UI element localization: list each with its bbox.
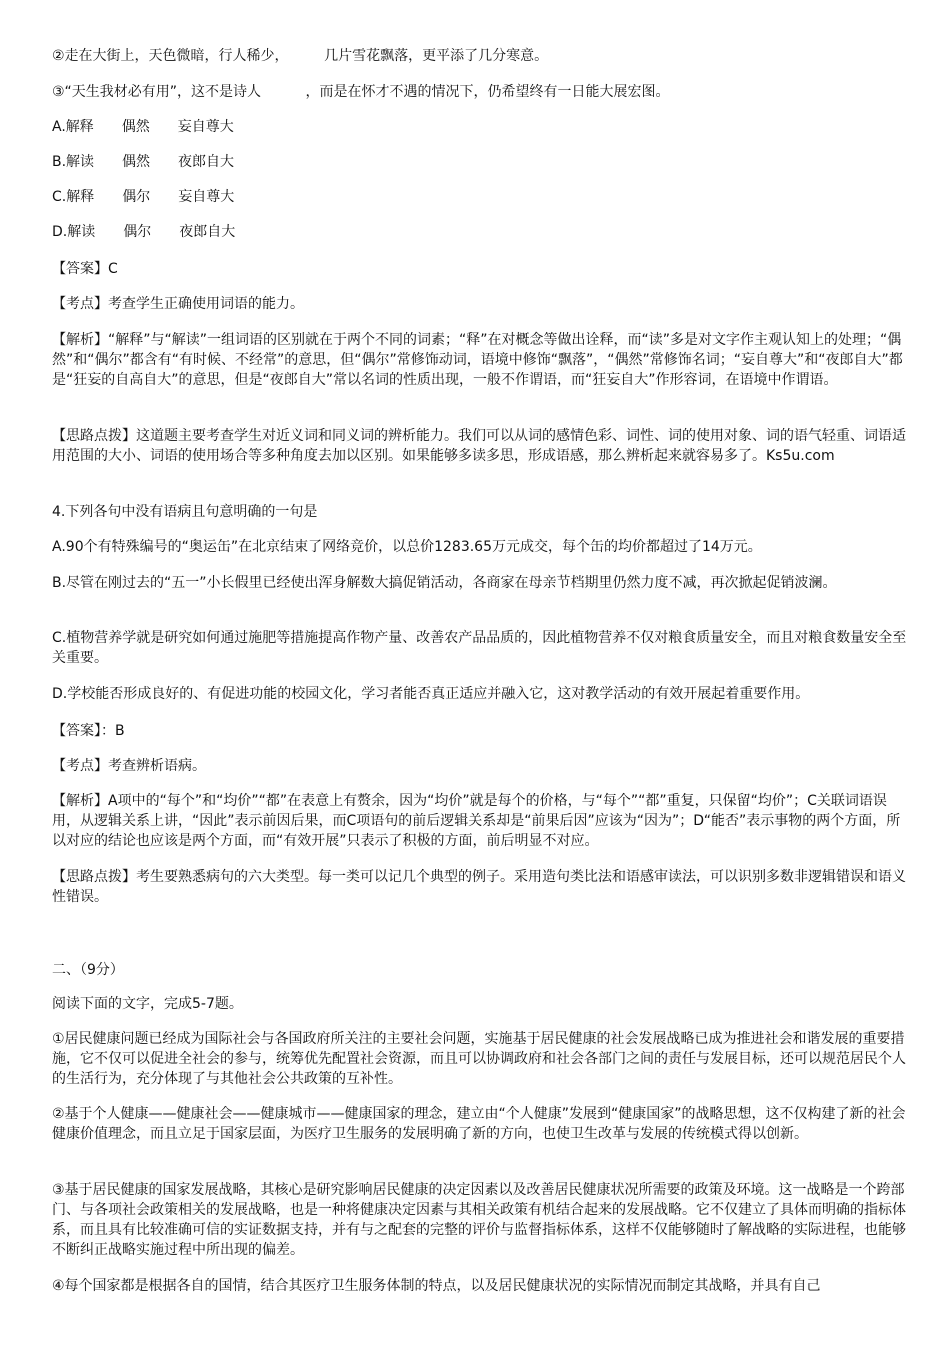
- q3-option-c: C.解释 偶尔 妄自尊大: [52, 189, 235, 205]
- q4-answer: 【答案】：B: [52, 723, 125, 739]
- q3-kaodian: 【考点】考查学生正确使用词语的能力。: [52, 296, 304, 312]
- q4-option-a: A.90个有特殊编号的“奥运缶”在北京结束了网络竞价，以总价1283.65万元成交，每个缶的均价都超过了14万元。: [52, 539, 762, 555]
- q3-sentence-3: ③“天生我材必有用”，这不是诗人 ，而是在怀才不遇的情况下，仍希望终有一日能大展宏图。: [52, 84, 670, 100]
- q3-option-a: A.解释 偶然 妄自尊大: [52, 119, 234, 135]
- q4-jiexi: 【解析】A项中的“每个”和“均价”“都”在表意上有赘余，因为“均价”就是每个的价格，与“每个”“都”重复，只保留“均价”；C关联词语误用，从逻辑关系上讲，“因此”表示前因后果，而C项语句的前后逻辑关系却是“前果后因”应该为“因为”；D“能否”表示事物的两个方面，所以对应的结论也应该是两个方面，而“有效开展”只表示了积极的方面，前后明显不对应。: [52, 793, 901, 849]
- q3-option-d: D.解读 偶尔 夜郎自大: [52, 224, 236, 240]
- q3-sentence-2: ②走在大街上，天色微暗，行人稀少， 几片雪花飘落，更平添了几分寒意。: [52, 48, 549, 64]
- passage-paragraph-4: ④每个国家都是根据各自的国情，结合其医疗卫生服务体制的特点，以及居民健康状况的实际情况而制定其战略，并具有自己: [52, 1278, 821, 1294]
- q3-answer: 【答案】C: [52, 261, 118, 277]
- passage-paragraph-2: ②基于个人健康——健康社会——健康城市——健康国家的理念，建立由“个人健康”发展到“健康国家”的战略思想，这不仅构建了新的社会健康价值理念，而且立足于国家层面，为医疗卫生服务的发展明确了新的方向，也使卫生改革与发展的传统模式得以创新。: [52, 1106, 906, 1142]
- q4-stem: 4.下列各句中没有语病且句意明确的一句是: [52, 504, 318, 520]
- reading-instructions: 阅读下面的文字，完成5-7题。: [52, 996, 243, 1012]
- q3-jiexi: 【解析】“解释”与“解读”一组词语的区别就在于两个不同的词素；“释”在对概念等做出诠释，而“读”多是对文字作主观认知上的处理；“偶然”和“偶尔”都含有“有时候、不经常”的意思，但“偶尔”常修饰动词，语境中修饰“飘落”，“偶然”常修饰名词；“妄自尊大”和“夜郎自大”都是“狂妄的自高自大”的意思，但是“夜郎自大”常以名词的性质出现，一般不作谓语，而“狂妄自大”作形容词，在语境中作谓语。: [52, 332, 903, 388]
- q4-kaodian: 【考点】考查辨析语病。: [52, 758, 206, 774]
- q4-option-c: C.植物营养学就是研究如何通过施肥等措施提高作物产量、改善农产品品质的，因此植物营养不仅对粮食质量安全，而且对粮食数量安全至关重要。: [52, 630, 907, 666]
- q3-option-b: B.解读 偶然 夜郎自大: [52, 154, 235, 170]
- passage-paragraph-1: ①居民健康问题已经成为国际社会与各国政府所关注的主要社会问题，实施基于居民健康的社会发展战略已成为推进社会和谐发展的重要措施，它不仅可以促进全社会的参与，统筹优先配置社会资源，而且可以协调政府和社会各部门之间的责任与发展目标，还可以规范居民个人的生活行为，充分体现了与其他社会公共政策的互补性。: [52, 1031, 906, 1087]
- q4-option-b: B.尽管在刚过去的“五一”小长假里已经使出浑身解数大搞促销活动，各商家在母亲节档期里仍然力度不减，再次掀起促销波澜。: [52, 575, 837, 591]
- q3-silu: 【思路点拨】这道题主要考查学生对近义词和同义词的辨析能力。我们可以从词的感情色彩、词性、词的使用对象、词的语气轻重、词语适用范围的大小、词语的使用场合等多种角度去加以区别。如果能够多读多思，形成语感，那么辨析起来就容易多了。Ks5u.com: [52, 428, 906, 464]
- q4-option-d: D.学校能否形成良好的、有促进功能的校园文化，学习者能否真正适应并融入它，这对教学活动的有效开展起着重要作用。: [52, 686, 810, 702]
- q4-silu: 【思路点拨】考生要熟悉病句的六大类型。每一类可以记几个典型的例子。采用造句类比法和语感审读法，可以识别多数非逻辑错误和语义性错误。: [52, 869, 906, 905]
- section-heading: 二、（9分）: [52, 962, 124, 978]
- passage-paragraph-3: ③基于居民健康的国家发展战略，其核心是研究影响居民健康的决定因素以及改善居民健康状况所需要的政策及环境。这一战略是一个跨部门、与各项社会政策相关的发展战略，也是一种将健康决定因素与其相关政策有机结合起来的发展战略。它不仅建立了具体而明确的指标体系，而且具有比较准确可信的实证数据支持，并有与之配套的完整的评价与监督指标体系，这样不仅能够随时了解战略的实际进程，也能够不断纠正战略实施过程中所出现的偏差。: [52, 1182, 906, 1258]
